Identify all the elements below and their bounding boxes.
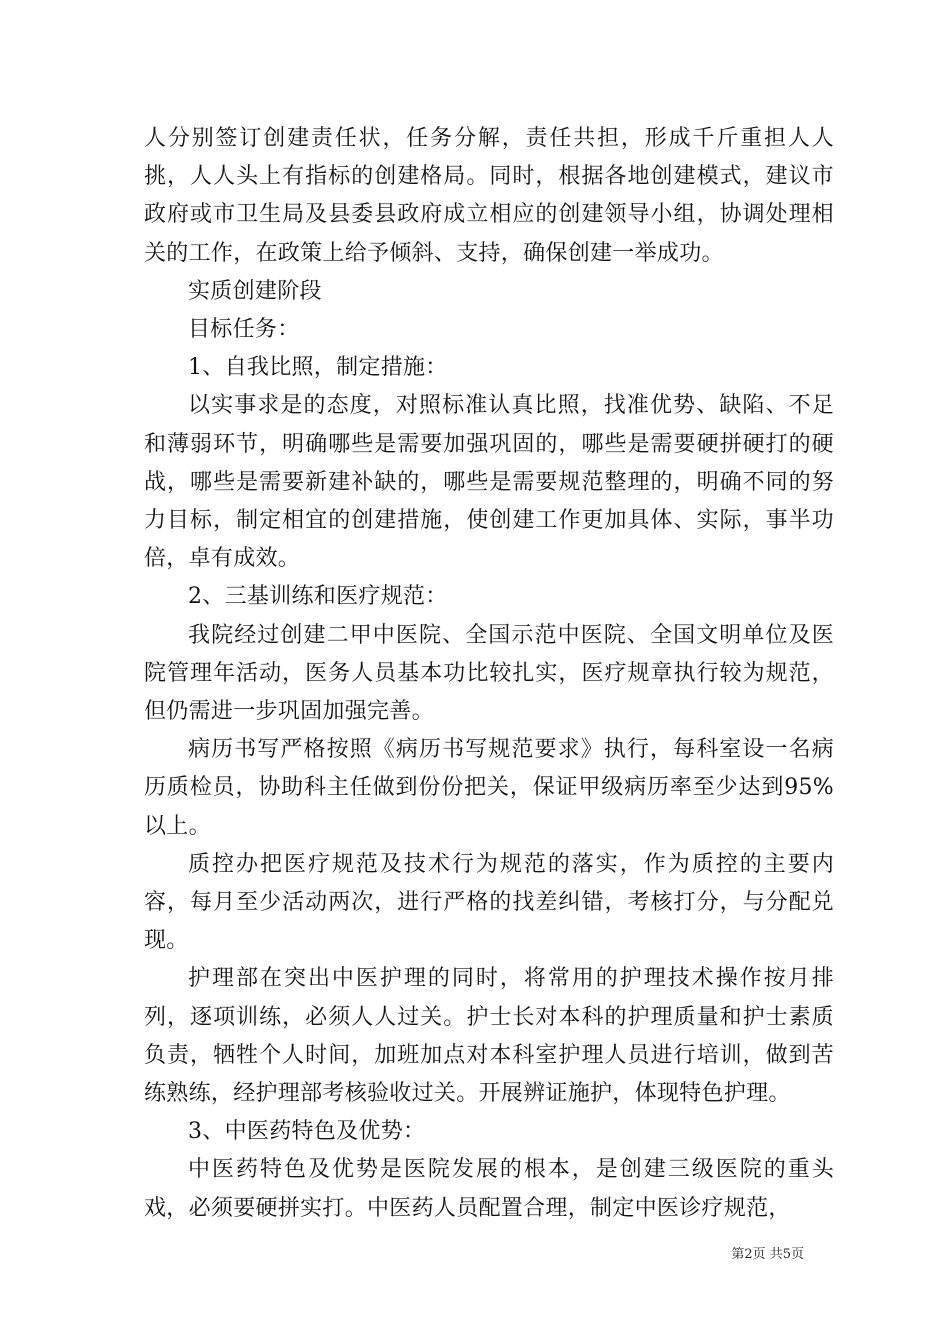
paragraph-8: 病历书写严格按照《病历书写规范要求》执行，每科室设一名病历质检员，协助科主任做到份份把关，保证甲级病历率至少达到95%以上。 xyxy=(144,737,834,839)
paragraph-3: 目标任务： xyxy=(188,317,300,343)
paragraph-4: 1、自我比照，制定措施： xyxy=(188,355,448,381)
paragraph-1: 人分别签订创建责任状，任务分解，责任共担，形成千斤重担人人挑，人人头上有指标的创建格局。同时，根据各地创建模式，建议市政府或市卫生局及县委县政府成立相应的创建领导小组，协调处理相关的工作，在政策上给予倾斜、支持，确保创建一举成功。 xyxy=(144,126,834,266)
paragraph-6: 2、三基训练和医疗规范： xyxy=(188,584,448,610)
paragraph-9: 质控办把医疗规范及技术行为规范的落实，作为质控的主要内容，每月至少活动两次，进行严格的找差纠错，考核打分，与分配兑现。 xyxy=(144,851,834,954)
paragraph-11: 3、中医药特色及优势： xyxy=(188,1119,426,1145)
paragraph-12: 中医药特色及优势是医院发展的根本，是创建三级医院的重头戏，必须要硬拼实打。中医药人员配置合理，制定中医诊疗规范， xyxy=(144,1157,834,1221)
paragraph-2: 实质创建阶段 xyxy=(188,278,322,304)
page-number: 第2页 共5页 xyxy=(731,1247,804,1262)
paragraph-5: 以实事求是的态度，对照标准认真比照，找准优势、缺陷、不足和薄弱环节，明确哪些是需要加强巩固的，哪些是需要硬拼硬打的硬战，哪些是需要新建补缺的，哪些是需要规范整理的，明确不同的努力目标，制定相宜的创建措施，使创建工作更加具体、实际，事半功倍，卓有成效。 xyxy=(144,393,834,572)
paragraph-7: 我院经过创建二甲中医院、全国示范中医院、全国文明单位及医院管理年活动，医务人员基本功比较扎实，医疗规章执行较为规范，但仍需进一步巩固加强完善。 xyxy=(144,622,834,725)
document-body xyxy=(144,120,834,1228)
paragraph-10: 护理部在突出中医护理的同时，将常用的护理技术操作按月排列，逐项训练，必须人人过关。护士长对本科的护理质量和护士素质负责，牺牲个人时间，加班加点对本科室护理人员进行培训，做到苦练熟练，经护理部考核验收过关。开展辨证施护，体现特色护理。 xyxy=(144,966,834,1107)
